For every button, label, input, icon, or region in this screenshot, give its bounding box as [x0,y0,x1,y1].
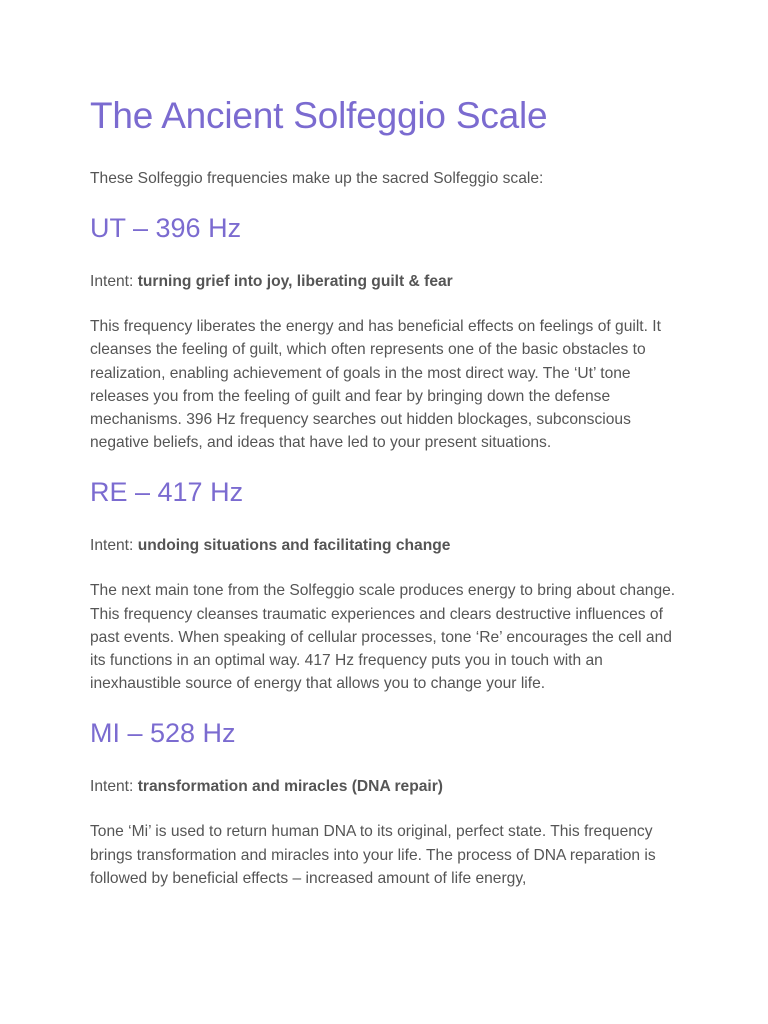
section-heading: MI – 528 Hz [90,717,236,748]
section-re [90,475,682,696]
intent-line [90,775,682,799]
section-mi [90,716,682,890]
section-body: This frequency liberates the energy and has beneficial effects on feelings of guilt. It cleanses the feeling of guilt, which often represents one of the basic obstacles to realization, enabling achievement of goals in the most direct way. The ‘Ut’ tone releases you from the feeling of guilt and fear by bringing down the defense mechanisms. 396 Hz frequency searches out hidden blockages, subconscious negative beliefs, and ideas that have led to your present situations. [90,318,661,452]
section-body: The next main tone from the Solfeggio scale produces energy to bring about change. This frequency cleanses traumatic experiences and clears destructive influences of past events. When speaking of cellular processes, tone ‘Re’ encourages the cell and its functions in an optimal way. 417 Hz frequency puts you in touch with an inexhaustible source of energy that allows you to change your life. [90,582,676,693]
section-ut [90,211,682,455]
page-title: The Ancient Solfeggio Scale [90,95,548,136]
intent-label: Intent: [90,272,138,290]
intent-label: Intent: [90,536,138,554]
intent-value: turning grief into joy, liberating guilt & fear [137,272,453,290]
intent-label: Intent: [90,777,138,795]
section-heading: UT – 396 Hz [90,212,242,243]
intent-line [90,534,682,558]
intro-paragraph: These Solfeggio frequencies make up the sacred Solfeggio scale: [90,170,544,187]
intent-line [90,270,682,294]
section-heading: RE – 417 Hz [90,476,244,507]
intent-value: undoing situations and facilitating change [137,536,451,554]
intent-value: transformation and miracles (DNA repair) [137,777,443,795]
document-page [90,94,682,890]
section-body: Tone ‘Mi’ is used to return human DNA to its original, perfect state. This frequency brings transformation and miracles into your life. The process of DNA reparation is followed by beneficial effects – increased amount of life energy, [90,823,656,887]
